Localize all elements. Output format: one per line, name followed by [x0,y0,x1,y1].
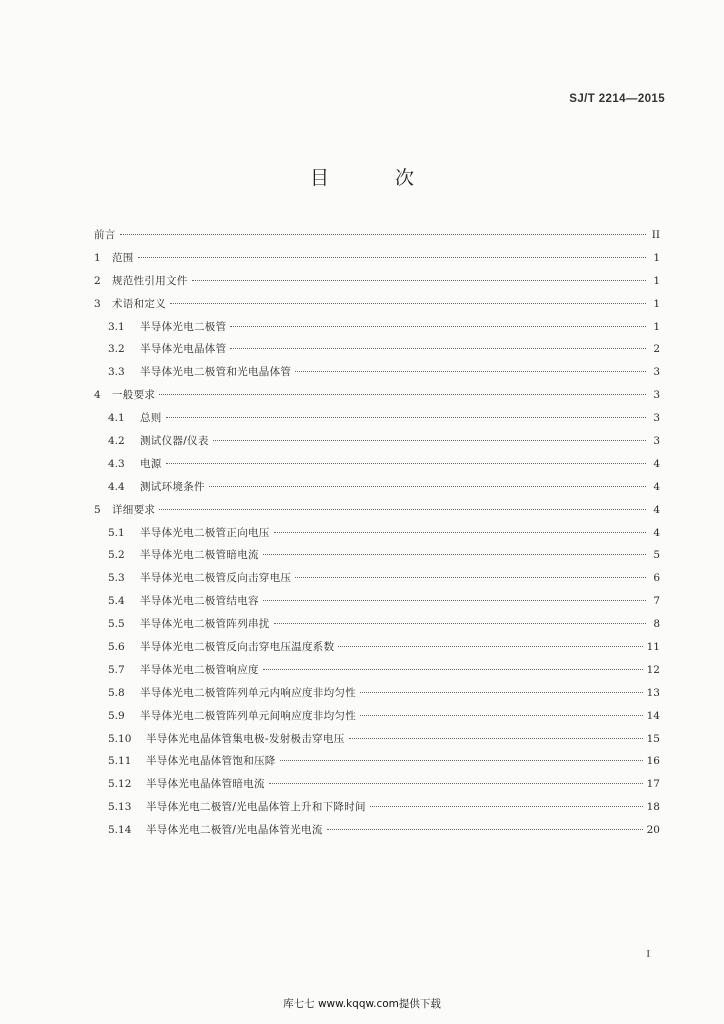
dot-leader [230,347,646,349]
toc-entry-label: 半导体光电二极管阵列单元内响应度非均匀性 [140,686,356,699]
toc-entry-page: 13 [646,686,660,699]
toc-entry-label: 前言 [94,229,116,241]
toc-entry-number: 4 [94,389,101,402]
toc-entry-page: 12 [646,663,660,676]
toc-entry-number: 5.2 [108,549,125,562]
toc-entry-label: 半导体光电二极管阵列单元间响应度非均匀性 [140,709,356,722]
toc-entry-label: 半导体光电二极管结电容 [140,595,259,608]
toc-entry-label: 规范性引用文件 [112,274,188,287]
toc-entry-number: 5.4 [108,595,125,608]
toc-entry-number: 3.3 [108,366,125,379]
toc-entry [94,338,660,361]
toc-entry-label: 半导体光电晶体管 [140,343,227,356]
toc-entry-number: 4.2 [108,435,125,448]
toc-entry-label: 半导体光电晶体管饱和压降 [146,755,276,768]
toc-entry-label: 半导体光电晶体管集电极-发射极击穿电压 [146,732,345,745]
toc-entry [94,728,660,751]
toc-entry [94,499,660,522]
toc-entry-page: 17 [646,778,660,791]
toc-entry-number: 5.14 [108,824,132,837]
toc-entry-page: 2 [653,343,660,356]
toc-entry-number: 5.8 [108,686,125,699]
dot-leader [274,622,646,624]
toc-entry-label: 半导体光电二极管阵列串扰 [140,618,270,631]
dot-leader [360,714,643,716]
toc-entry-number: 5.1 [108,526,125,539]
page-number: I [646,948,650,960]
dot-leader [159,508,646,510]
toc-entry-page: 1 [653,297,660,310]
toc-entry [94,476,660,499]
toc-entry-label: 一般要求 [112,389,156,402]
dot-leader [327,828,643,830]
toc-entry-number: 3 [94,297,101,310]
toc-entry-label: 术语和定义 [112,297,166,310]
dot-leader [213,439,646,441]
toc-entry-number: 5.6 [108,641,125,654]
standard-code: SJ/T 2214—2015 [569,93,665,105]
toc-entry [94,590,660,613]
toc-entry-page: 18 [646,801,660,814]
dot-leader [269,782,643,784]
toc-entry-page: 1 [653,320,660,333]
toc-entry-page: 16 [646,755,660,768]
toc-entry-page: 8 [653,618,660,631]
dot-leader [159,393,646,395]
toc-entry-page: 11 [646,641,660,654]
toc-entry [94,613,660,636]
toc-entry-label: 半导体光电晶体管暗电流 [146,778,265,791]
toc-entry [94,270,660,293]
toc-entry [94,522,660,545]
toc-entry-page: 15 [646,732,660,745]
toc-entry-page: 20 [646,824,660,837]
dot-leader [280,759,643,761]
toc-entry-label: 半导体光电二极管响应度 [140,663,259,676]
table-of-contents [94,224,660,842]
toc-entry [94,361,660,384]
toc-entry-label: 半导体光电二极管正向电压 [140,526,270,539]
toc-entry-number: 2 [94,274,101,287]
toc-entry [94,544,660,567]
toc-entry [94,384,660,407]
toc-entry-page: 1 [653,251,660,264]
toc-entry-number: 5.11 [108,755,132,768]
toc-entry-label: 半导体光电二极管反向击穿电压温度系数 [140,641,335,654]
toc-entry-number: 3.2 [108,343,125,356]
toc-entry [94,293,660,316]
dot-leader [263,599,646,601]
toc-entry-page: 4 [653,526,660,539]
toc-entry [94,659,660,682]
toc-entry-number: 5.12 [108,778,132,791]
dot-leader [170,302,646,304]
toc-entry-number: 4.1 [108,412,125,425]
toc-entry-page: 4 [653,457,660,470]
toc-entry-page: 3 [653,412,660,425]
toc-entry-page: 5 [653,549,660,562]
toc-entry-label: 半导体光电二极管/光电晶体管上升和下降时间 [146,801,366,814]
toc-entry-page: 1 [653,274,660,287]
dot-leader [263,668,643,670]
dot-leader [360,691,643,693]
dot-leader [338,645,642,647]
toc-entry-number: 5.10 [108,732,132,745]
toc-entry-label: 半导体光电二极管暗电流 [140,549,259,562]
toc-entry-number: 5.9 [108,709,125,722]
toc-entry-label: 详细要求 [112,503,156,516]
dot-leader [263,553,646,555]
toc-entry-number: 5.3 [108,572,125,585]
toc-entry [94,682,660,705]
toc-entry-label: 电源 [140,457,162,470]
page-title: 目 次 [309,167,445,189]
toc-entry-page: 4 [653,503,660,516]
toc-entry [94,567,660,590]
dot-leader [138,256,646,258]
toc-entry [94,705,660,728]
dot-leader [209,485,646,487]
toc-entry-number: 5 [94,503,101,516]
dot-leader [120,233,646,235]
download-watermark: 库七七 www.kqqw.com提供下载 [283,998,441,1010]
dot-leader [295,370,646,372]
toc-entry-page: 3 [653,435,660,448]
toc-entry-label: 半导体光电二极管/光电晶体管光电流 [146,824,323,837]
toc-entry-page: 3 [653,389,660,402]
dot-leader [166,462,646,464]
toc-entry [94,636,660,659]
toc-entry-page: 14 [646,709,660,722]
toc-entry-page: 7 [653,595,660,608]
toc-entry-page: 4 [653,480,660,493]
toc-entry-label: 测试环境条件 [140,480,205,493]
toc-entry [94,224,660,247]
toc-entry-page: II [651,229,660,241]
toc-entry-label: 半导体光电二极管 [140,320,227,333]
toc-entry [94,453,660,476]
toc-entry [94,316,660,339]
dot-leader [192,279,646,281]
dot-leader [370,805,643,807]
toc-entry-label: 半导体光电二极管反向击穿电压 [140,572,292,585]
toc-entry [94,750,660,773]
dot-leader [166,416,646,418]
dot-leader [274,531,646,533]
toc-entry-number: 4.3 [108,457,125,470]
toc-entry-number: 1 [94,251,101,264]
toc-entry [94,796,660,819]
dot-leader [230,325,646,327]
toc-entry [94,819,660,842]
toc-entry [94,247,660,270]
dot-leader [295,576,646,578]
toc-entry-number: 5.7 [108,663,125,676]
toc-entry [94,407,660,430]
toc-entry [94,773,660,796]
toc-entry-page: 3 [653,366,660,379]
dot-leader [349,737,643,739]
toc-entry [94,430,660,453]
toc-entry-number: 4.4 [108,480,125,493]
toc-entry-label: 半导体光电二极管和光电晶体管 [140,366,292,379]
toc-entry-label: 测试仪器/仪表 [140,435,209,448]
toc-entry-label: 总则 [140,412,162,425]
toc-entry-label: 范围 [112,251,134,264]
toc-entry-number: 5.5 [108,618,125,631]
toc-entry-page: 6 [653,572,660,585]
toc-entry-number: 3.1 [108,320,125,333]
toc-entry-number: 5.13 [108,801,132,814]
